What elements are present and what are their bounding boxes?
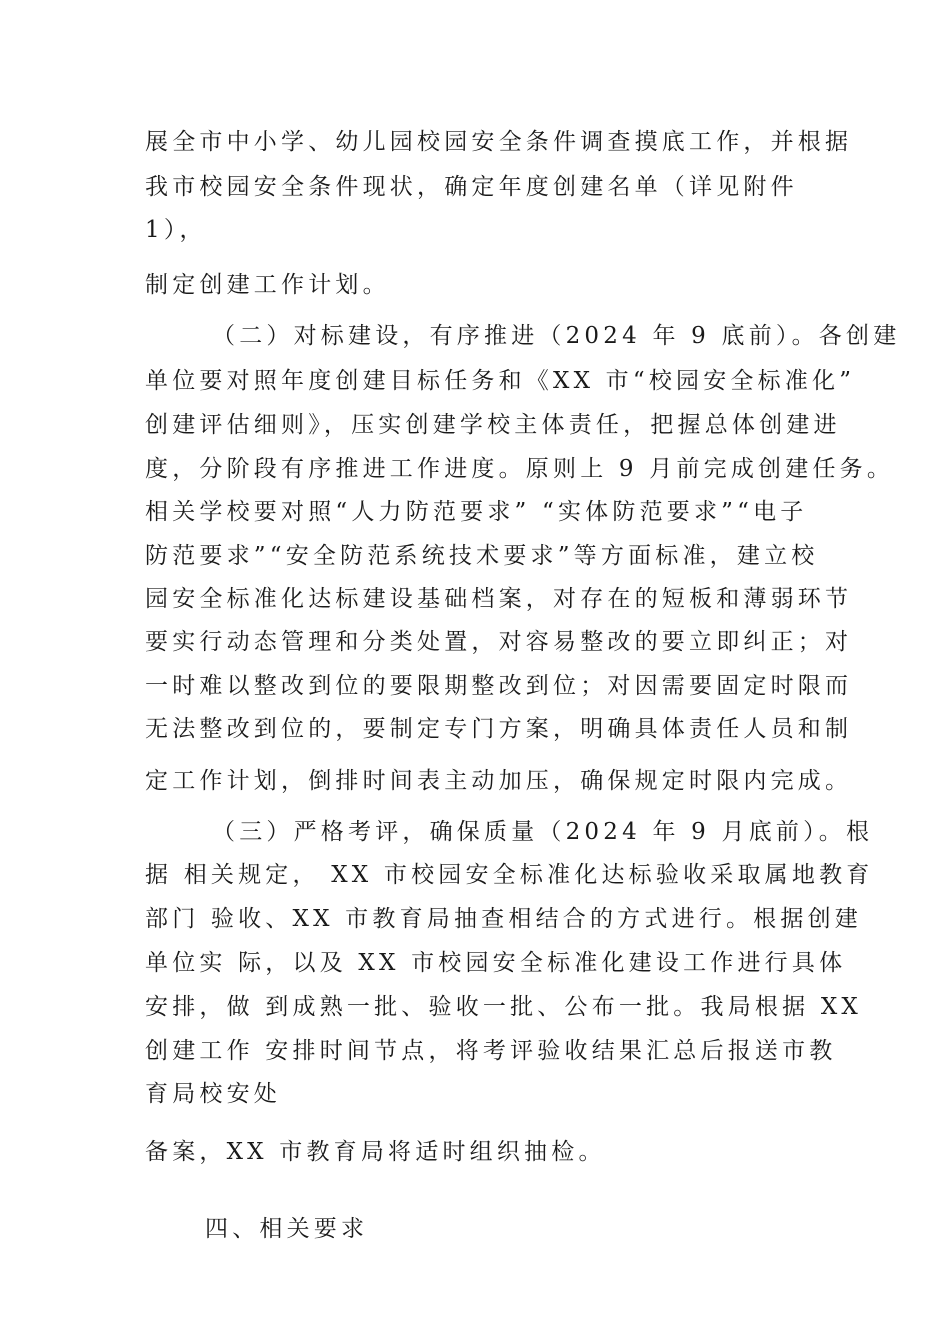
body-text-line: 展全市中小学、幼儿园校园安全条件调查摸底工作，并根据	[145, 129, 853, 155]
body-text-line: 安排，做 到成熟一批、验收一批、公布一批。我局根据 XX	[145, 994, 862, 1020]
body-text-line: 一时难以整改到位的要限期整改到位；对因需要固定时限而	[145, 673, 853, 699]
body-text-line: 单位实 际，以及 XX 市校园安全标准化建设工作进行具体	[145, 950, 847, 976]
body-text-line: 创建工作 安排时间节点，将考评验收结果汇总后报送市教	[145, 1038, 837, 1064]
body-text-line: 育局校安处	[145, 1081, 281, 1107]
body-text-line: 相关学校要对照“人力防范要求” “实体防范要求”“电子	[145, 499, 808, 525]
body-text-line: 防范要求”“安全防范系统技术要求”等方面标准，建立校	[145, 543, 819, 569]
body-text-line: 定工作计划，倒排时间表主动加压，确保规定时限内完成。	[145, 768, 853, 794]
body-text-line: 度，分阶段有序推进工作进度。原则上 9 月前完成创建任务。	[145, 456, 895, 482]
body-text-line: 我市校园安全条件现状，确定年度创建名单（详见附件	[145, 174, 798, 200]
body-text-line: 备案，XX 市教育局将适时组织抽检。	[145, 1139, 606, 1165]
body-text-line: 无法整改到位的，要制定专门方案，明确具体责任人员和制	[145, 716, 853, 742]
section-heading-2: （二）对标建设，有序推进（2024 年 9 底前）。各创建	[212, 323, 901, 349]
body-text-line: 1），	[145, 217, 207, 243]
body-text-line: 要实行动态管理和分类处置，对容易整改的要立即纠正；对	[145, 629, 853, 655]
body-text-line: 园安全标准化达标建设基础档案，对存在的短板和薄弱环节	[145, 586, 853, 612]
body-text-line: 单位要对照年度创建目标任务和《XX 市“校园安全标准化”	[145, 368, 856, 394]
body-text-line: 创建评估细则》，压实创建学校主体责任，把握总体创建进	[145, 412, 841, 438]
section-heading-4: 四、相关要求	[205, 1216, 369, 1242]
body-text-line: 据 相关规定， XX 市校园安全标准化达标验收采取属地教育	[145, 862, 874, 888]
body-text-line: 制定创建工作计划。	[145, 272, 390, 298]
body-text-line: 部门 验收、XX 市教育局抽查相结合的方式进行。根据创建	[145, 906, 862, 932]
section-heading-3: （三）严格考评，确保质量（2024 年 9 月底前）。根	[212, 819, 874, 845]
